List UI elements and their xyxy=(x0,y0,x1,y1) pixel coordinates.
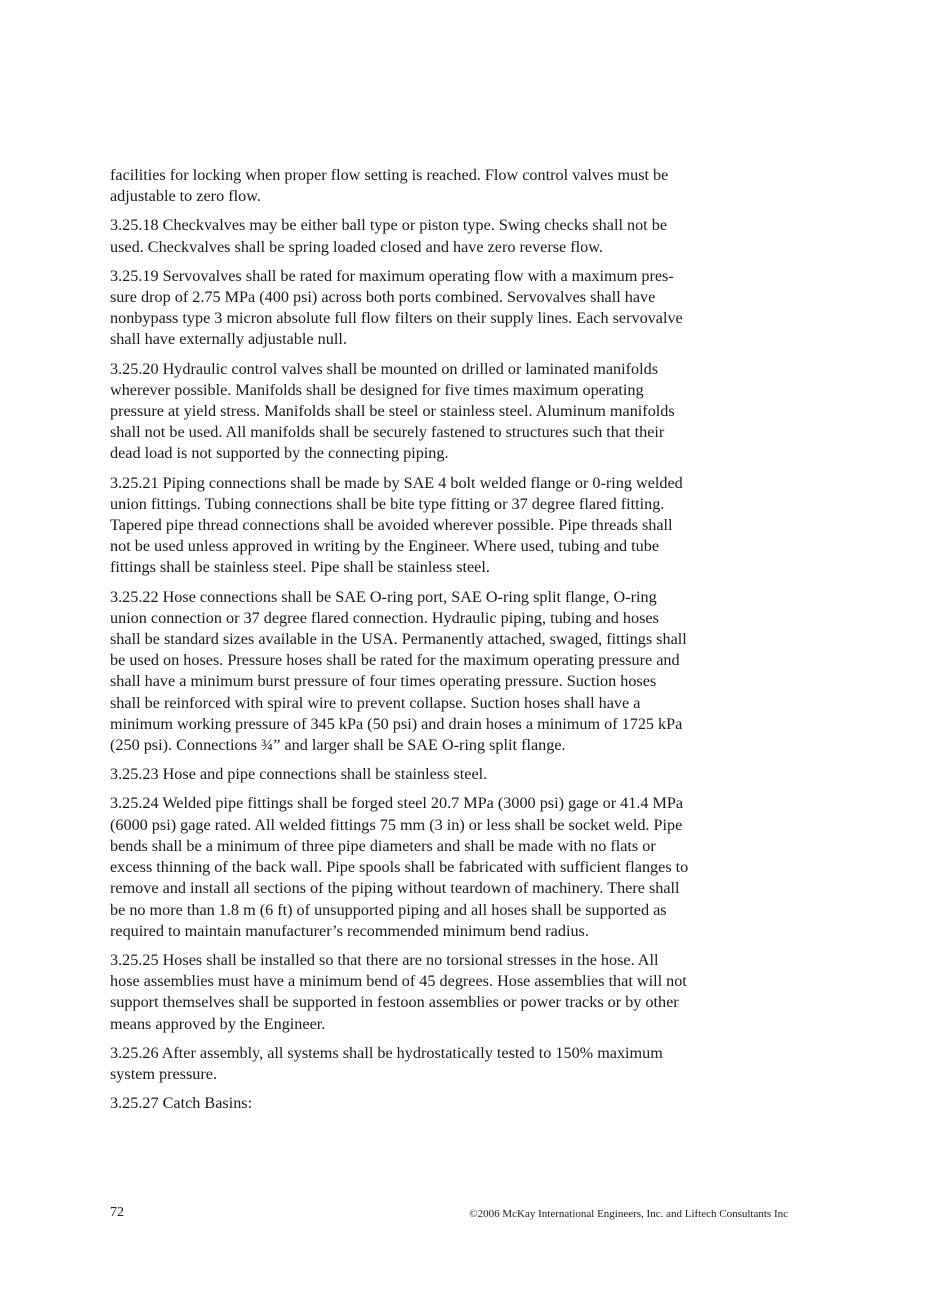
paragraph xyxy=(110,215,770,257)
paragraph xyxy=(110,473,770,579)
page-number: 72 xyxy=(110,1205,124,1220)
paragraph-line: wherever possible. Manifolds shall be designed for five times maximum operating xyxy=(110,380,644,399)
paragraph xyxy=(110,266,770,351)
paragraph-line: nonbypass type 3 micron absolute full flow filters on their supply lines. Each servovalve xyxy=(110,309,683,328)
document-body xyxy=(110,165,770,1122)
paragraph xyxy=(110,950,770,1035)
paragraph-line: 3.25.27 Catch Basins: xyxy=(110,1094,253,1113)
paragraph xyxy=(110,1093,770,1114)
paragraph-line: required to maintain manufacturer’s recommended minimum bend radius. xyxy=(110,921,589,940)
paragraph-line: 3.25.25 Hoses shall be installed so that there are no torsional stresses in the hose. All xyxy=(110,950,659,969)
paragraph-line: remove and install all sections of the piping without teardown of machinery. There shall xyxy=(110,879,680,898)
paragraph-line: 3.25.26 After assembly, all systems shall be hydrostatically tested to 150% maximum xyxy=(110,1043,663,1062)
paragraph-line: sure drop of 2.75 MPa (400 psi) across both ports combined. Servovalves shall have xyxy=(110,288,656,307)
paragraph-line: be used on hoses. Pressure hoses shall be rated for the maximum operating pressure and xyxy=(110,651,680,670)
paragraph-line: Tapered pipe thread connections shall be avoided wherever possible. Pipe threads shall xyxy=(110,516,673,535)
paragraph-line: 3.25.22 Hose connections shall be SAE O-ring port, SAE O-ring split flange, O-ring xyxy=(110,587,657,606)
paragraph-line: adjustable to zero flow. xyxy=(110,187,261,206)
paragraph-line: 3.25.21 Piping connections shall be made by SAE 4 bolt welded flange or 0-ring welded xyxy=(110,473,683,492)
paragraph-line: shall be standard sizes available in the USA. Permanently attached, swaged, fittings shall xyxy=(110,630,687,649)
paragraph-line: support themselves shall be supported in festoon assemblies or power tracks or by other xyxy=(110,993,679,1012)
paragraph-line: hose assemblies must have a minimum bend of 45 degrees. Hose assemblies that will not xyxy=(110,972,687,991)
paragraph-line: shall not be used. All manifolds shall be securely fastened to structures such that their xyxy=(110,423,665,442)
paragraph-line: pressure at yield stress. Manifolds shall be steel or stainless steel. Aluminum manifolds xyxy=(110,402,675,421)
paragraph-line: means approved by the Engineer. xyxy=(110,1014,326,1033)
paragraph-line: minimum working pressure of 345 kPa (50 psi) and drain hoses a minimum of 1725 kPa xyxy=(110,714,683,733)
paragraph-line: (250 psi). Connections ¾” and larger shall be SAE O-ring split flange. xyxy=(110,736,566,755)
paragraph-line: dead load is not supported by the connecting piping. xyxy=(110,444,449,463)
paragraph-line: union fittings. Tubing connections shall be bite type fitting or 37 degree flared fitting. xyxy=(110,494,665,513)
paragraph-line: excess thinning of the back wall. Pipe spools shall be fabricated with sufficient flanges to xyxy=(110,858,689,877)
paragraph xyxy=(110,587,770,757)
paragraph-line: fittings shall be stainless steel. Pipe shall be stainless steel. xyxy=(110,558,490,577)
paragraph-line: system pressure. xyxy=(110,1064,217,1083)
paragraph xyxy=(110,165,770,207)
paragraph xyxy=(110,793,770,941)
paragraph-line: 3.25.24 Welded pipe fittings shall be forged steel 20.7 MPa (3000 psi) gage or 41.4 MPa xyxy=(110,794,684,813)
paragraph-line: shall be reinforced with spiral wire to prevent collapse. Suction hoses shall have a xyxy=(110,693,641,712)
paragraph-line: be no more than 1.8 m (6 ft) of unsupported piping and all hoses shall be supported as xyxy=(110,900,667,919)
paragraph-line: 3.25.18 Checkvalves may be either ball type or piston type. Swing checks shall not be xyxy=(110,216,667,235)
paragraph-line: shall have a minimum burst pressure of four times operating pressure. Suction hoses xyxy=(110,672,657,691)
paragraph-line: bends shall be a minimum of three pipe diameters and shall be made with no flats or xyxy=(110,836,656,855)
paragraph-line: not be used unless approved in writing by the Engineer. Where used, tubing and tube xyxy=(110,537,660,556)
paragraph-line: (6000 psi) gage rated. All welded fittings 75 mm (3 in) or less shall be socket weld. Pipe xyxy=(110,815,683,834)
paragraph-line: shall have externally adjustable null. xyxy=(110,330,347,349)
paragraph-line: used. Checkvalves shall be spring loaded closed and have zero reverse flow. xyxy=(110,237,603,256)
paragraph-line: 3.25.23 Hose and pipe connections shall be stainless steel. xyxy=(110,765,488,784)
paragraph-line: 3.25.20 Hydraulic control valves shall be mounted on drilled or laminated manifolds xyxy=(110,359,659,378)
paragraph xyxy=(110,1043,770,1085)
paragraph-line: union connection or 37 degree flared connection. Hydraulic piping, tubing and hoses xyxy=(110,608,659,627)
paragraph-line: 3.25.19 Servovalves shall be rated for maximum operating flow with a maximum pres- xyxy=(110,266,674,285)
paragraph xyxy=(110,359,770,465)
paragraph xyxy=(110,764,770,785)
paragraph-line: facilities for locking when proper flow setting is reached. Flow control valves must be xyxy=(110,166,669,184)
copyright-notice: ©2006 McKay International Engineers, Inc. and Liftech Consultants Inc xyxy=(469,1208,788,1220)
